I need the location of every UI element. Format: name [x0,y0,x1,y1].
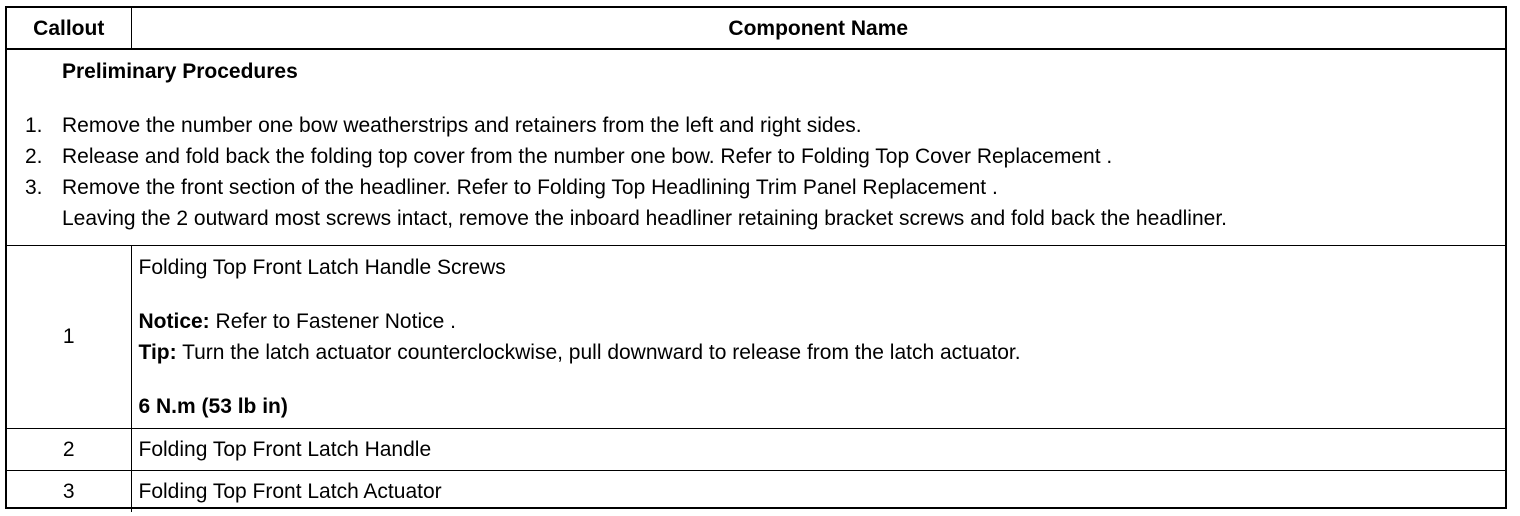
component-name-column-header: Component Name [131,8,1505,49]
header-row [7,8,1505,49]
preliminary-step [25,110,1495,141]
tip-text: Turn the latch actuator counterclockwise, pull downward to release from the latch actuator. [176,340,1021,364]
table-row [7,428,1505,470]
preliminary-procedures-title: Preliminary Procedures [62,60,298,83]
table-row [7,245,1505,428]
preliminary-step [25,141,1495,172]
procedure-table-frame [5,6,1507,509]
step-text: Release and fold back the folding top cover from the number one bow. Refer to Folding Top Cover Replacement . [62,145,1113,168]
component-name: Folding Top Front Latch Handle Screws [138,255,506,279]
spacer [139,368,1499,391]
preliminary-step-note: Leaving the 2 outward most screws intact, remove the inboard headliner retaining bracket screws and fold back the headliner. [62,207,1227,230]
callout-number: 2 [7,428,131,470]
component-name: Folding Top Front Latch Actuator [131,470,1505,512]
notice-label: Notice: [138,309,210,333]
component-cell [131,245,1505,428]
callout-number: 3 [7,470,131,512]
preliminary-procedures-cell [7,49,1505,245]
preliminary-row [7,49,1505,245]
tip-line [139,337,1499,368]
spacer [139,283,1499,306]
step-number: 3. [25,176,43,199]
table-row [7,470,1505,512]
step-text: Remove the number one bow weatherstrips and retainers from the left and right sides. [62,114,862,137]
callout-number: 1 [7,245,131,428]
preliminary-step [25,172,1495,203]
step-number: 2. [25,145,43,168]
component-name: Folding Top Front Latch Handle [131,428,1505,470]
step-text: Remove the front section of the headliner. Refer to Folding Top Headlining Trim Panel Replacement . [62,176,998,199]
tip-label: Tip: [138,340,177,364]
procedure-table [7,8,1505,512]
step-number: 1. [25,114,43,137]
notice-text: Refer to Fastener Notice . [209,309,456,333]
torque-spec: 6 N.m (53 lb in) [138,394,288,418]
callout-column-header: Callout [7,8,131,49]
notice-line [139,306,1499,337]
